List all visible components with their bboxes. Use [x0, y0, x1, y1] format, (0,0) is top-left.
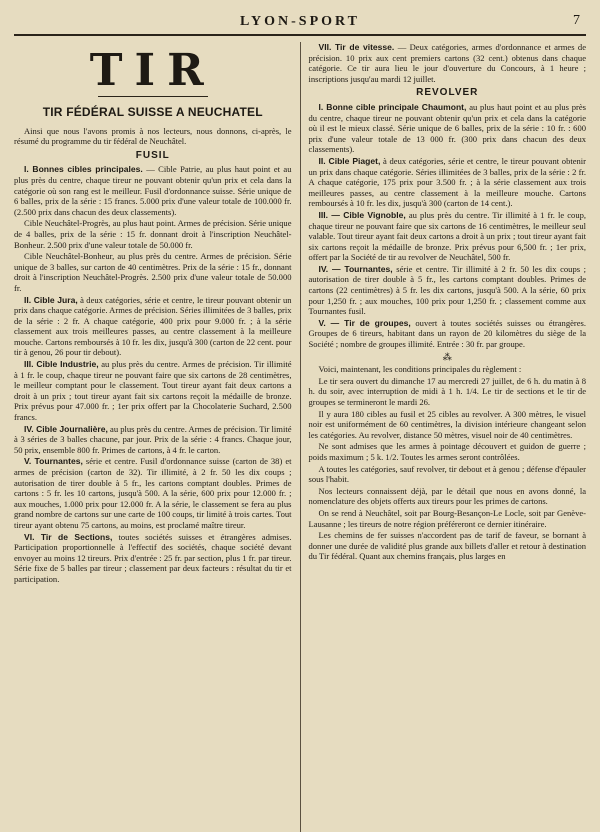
program-item — [309, 318, 587, 350]
program-item — [14, 251, 292, 293]
regulation-paragraph: Il y aura 180 cibles au fusil et 25 cibles au revolver. A 300 mètres, le visuel noir est uniformément de 60 centimètres, la division intérieure changeant selon les catégories. Au revolver, distance 50 mètres, visuel noir de 40 centimètres. — [308, 408, 586, 440]
fusil-heading: FUSIL — [135, 149, 170, 161]
program-item — [14, 456, 292, 530]
program-item — [14, 164, 292, 217]
item-text: au plus près du centre. Armes de précision. Tir limité à 3 séries de 3 balles chacune, par jour. Prix de la série : 4 francs. Chaque jour, 50 prix, ensemble 800 fr. Primes de cartons, à 4 fr. le carton. — [14, 423, 292, 455]
intro-paragraph: Ainsi que nous l'avons promis à nos lecteurs, nous donnons, ci-après, le résumé du programme du tir fédéral de Neuchâtel. — [14, 125, 292, 147]
revolver-items — [309, 102, 587, 350]
program-item — [309, 264, 587, 317]
item-text: toutes sociétés suisses et étrangères admises. Participation proportionnelle à l'effectif des sociétés, chaque société devant envoyer au moins 12 tireurs. Prix d'entrée : 25 fr. par section, plus 1 fr. par tireur. Série fixe de 5 balles par tireur ; classement par deux facteurs : résultat du tir et participation. — [14, 531, 292, 584]
fusil-items-continued — [309, 42, 587, 84]
item-text: à deux catégories, série et centre, le tireur pouvant obtenir un prix dans chaque catégorie. Armes de précision. Séries illimitées de 3 balles, prix de la série : 2 fr. A chaque catégorie, 400 prix pour 9.000 fr. ; à la série classement aux trois meilleures passes, au centre classement à la meilleure mouche. Cartons remboursés à 10 fr. les dix, jusqu'à 300 (carton de 22 cent. pour tir à genou, 26 pour tir debout). — [14, 294, 292, 358]
item-text: Cible Neuchâtel-Bonheur, au plus près du centre. Armes de précision. Série unique de 3 balles, sur carton de 40 centimètres. Prix de la série : 15 fr., donnant droit à l'inscription Neuchâtel-Progrès. 2.500 prix d'une valeur totale de 50.000 fr. — [14, 251, 292, 293]
item-text: série et centre. Fusil d'ordonnance suisse (carton de 38) et armes de précision (carton de 32). Tir illimité, à 2 fr. 50 les dix coups ; autorisation de tirer double à 5 fr., les cartons comptant doubles. Primes de cartons : 5 fr. les 10 cartons, jusqu'à 500. A la série, 600 prix pour 12.000 fr. ; aux mouches, 1.000 prix pour 12.000 fr. A la série, le classement se fera au plus grand nombre de cartons sur une carte de 100 coups, tir limité à trois cartes. Tout tireur ayant obtenu 75 cartons, au moins, est proclamé maître tireur. — [14, 456, 292, 530]
item-text: au plus près du centre. Armes de précision. Tir illimité à 1 fr. le coup, chaque tireur ne pouvant faire que six cartons de 28 centimètres, le meilleur comptant pour le classement. Tout tireur ayant fait deux cartons a droit à un prix ; tout tireur ayant fait six cartons reçoit la médaille de bronze. Prix prévus pour 47.000 fr. ; 1er prix offert par la Chocolaterie Suchard, 2.500 francs. — [14, 359, 292, 423]
title-divider — [98, 96, 208, 97]
program-item — [14, 359, 292, 423]
right-column — [301, 42, 587, 832]
regulation-paragraph: Les chemins de fer suisses n'accordent pas de tarif de faveur, se bornant à donner une durée de validité plus grande aux billets d'aller et retour à destination du Tir fédéral. Quant aux chemins français, plus larges en — [308, 530, 586, 562]
item-heading: VI. Tir de Sections, — [24, 531, 113, 542]
item-heading: VII. Tir de vitesse. — [318, 42, 395, 52]
revolver-heading: REVOLVER — [416, 87, 479, 99]
item-text: série et centre. Tir illimité à 2 fr. 50 les dix coups ; autorisation de tirer double à 5 fr., les cartons comptant doubles. Primes de cartons (22 centimètres) à 5 fr. les dix cartons, jusqu'à 500. A la série, 60 prix pour 1,250 fr. ; aux mouches, 100 prix pour 1,250 fr. ; classement comme aux Tournantes fusil. — [308, 263, 586, 317]
program-item — [14, 532, 292, 585]
item-heading: III. — Cible Vignoble, — [318, 209, 406, 220]
item-text: — Deux catégories, armes d'ordonnance et armes de précision. 10 prix aux cent premiers cartons (32 cent.) obtenus dans chaque catégorie. Ce tir aura lieu le jour d'ouverture du Concours, à 1 heure ; inscriptions jusqu'au mardi 12 juillet. — [308, 42, 586, 84]
article-subtitle: TIR FÉDÉRAL SUISSE A NEUCHATEL — [42, 105, 263, 119]
item-heading: I. Bonne cible principale Chaumont, — [318, 101, 467, 112]
item-heading: II. Cible Jura, — [24, 294, 78, 305]
page-header — [14, 10, 586, 36]
program-item — [309, 156, 587, 209]
fusil-items — [14, 164, 292, 584]
left-column — [14, 42, 301, 832]
item-text: au plus haut point et au plus près du centre, chaque tireur ne pouvant obtenir qu'un prix et cela dans la catégorie où il est le mieux classé. Série unique de 6 balles, prix de la série : 10 fr. : 600 prix d'une valeur totale de 13 000 fr. (300 prix dans chacun des deux classements). — [308, 101, 586, 155]
item-text: au plus près du centre. Tir illimité à 1 fr. le coup, chaque tireur ne pouvant faire que six cartons de 16 centimètres, le meilleur seul valable. Tout tireur ayant fait deux cartons a droit à un prix ; tout tireur ayant fait six cartons reçoit la médaille de bronze. Prix prévus pour 6,500 fr. ; 1er prix, offert par la Société de tir au revolver de Neuchâtel, 500 fr. — [308, 209, 586, 263]
page-number: 7 — [573, 13, 580, 28]
program-item — [309, 42, 587, 84]
item-heading: II. Cible Piaget, — [318, 155, 381, 166]
regulation-paragraph: Le tir sera ouvert du dimanche 17 au mercredi 27 juillet, de 6 h. du matin à 8 h. du soir, avec interruption de midi à 1 h. 1/4. Le tir de sections et le tir de groupes se termineront le mardi 26. — [308, 375, 586, 407]
regulation-paragraph: Ne sont admises que les armes à pointage découvert et guidon de guerre ; poids maximum ; 5 k. 1/2. Toutes les armes seront contrôlées. — [308, 441, 586, 462]
program-item — [14, 218, 292, 250]
regulation-paragraph: A toutes les catégories, sauf revolver, tir debout et à genou ; défense d'épauler sous l'habit. — [308, 463, 586, 485]
item-heading: I. Bonnes cibles principales. — [24, 164, 143, 175]
item-heading: V. Tournantes, — [24, 456, 83, 467]
regulation-paragraphs — [309, 364, 587, 562]
newspaper-title: LYON-SPORT — [239, 14, 360, 29]
program-item — [309, 102, 587, 155]
item-heading: IV. — Tournantes, — [318, 263, 393, 274]
regulation-paragraph: Voici, maintenant, les conditions principales du règlement : — [318, 364, 522, 375]
program-item — [14, 295, 292, 359]
item-heading: III. Cible Industrie, — [24, 359, 99, 370]
regulation-paragraph: On se rend à Neuchâtel, soit par Bourg-Besançon-Le Locle, soit par Genève-Lausanne ; les tireurs de notre région préféreront ce dernier itinéraire. — [308, 507, 586, 529]
item-text: Cible Neuchâtel-Progrès, au plus haut point. Armes de précision. Série unique de 4 balles, prix de la série : 15 fr. donnant droit à l'inscription Neuchâtel-Bonheur. 2.500 prix d'une valeur totale de 50.000 fr. — [14, 218, 292, 250]
regulation-paragraph: Nos lecteurs connaissent déjà, par le détail que nous en avons donné, la nomenclature des objets offerts aux tireurs pour les primes de cartons. — [308, 485, 586, 507]
article-big-title: TIR — [89, 45, 216, 96]
program-item — [309, 210, 587, 263]
item-text: ouvert à toutes sociétés suisses ou étrangères. Groupes de 6 tireurs, habitant dans un rayon de 20 kilomètres du siège de la Société ; nombre de groupes illimité. Entrée : 30 fr. par groupe. — [308, 317, 586, 350]
item-text: — Cible Patrie, au plus haut point et au plus près du centre, chaque tireur ne pouvant obtenir qu'un prix et cela dans la catégorie où son rang est le meilleur. Fusil d'ordonnance suisse. Série unique de 6 balles, prix de la série : 15 francs. 5.000 prix d'une valeur totale de 100.000 fr. (2.500 prix dans chacun des deux classements). — [14, 164, 292, 217]
item-heading: V. — Tir de groupes, — [318, 317, 411, 328]
section-separator: ⁂ — [442, 351, 452, 362]
item-text: à deux catégories, série et centre, le tireur pouvant obtenir un prix dans chaque catégorie. Séries illimitées de 3 balles, prix de la série : 2 fr. A chaque catégorie, 175 prix pour 3.500 fr. ; à la série classement aux trois meilleures passes, au centre classement à la meilleure mouche. Cartons remboursés à 10 fr. les dix, jusqu'à 300 (carton de 14 cent.). — [308, 155, 586, 209]
program-item — [14, 424, 292, 456]
item-heading: IV. Cible Journalière, — [24, 423, 108, 434]
article-columns — [14, 42, 586, 832]
